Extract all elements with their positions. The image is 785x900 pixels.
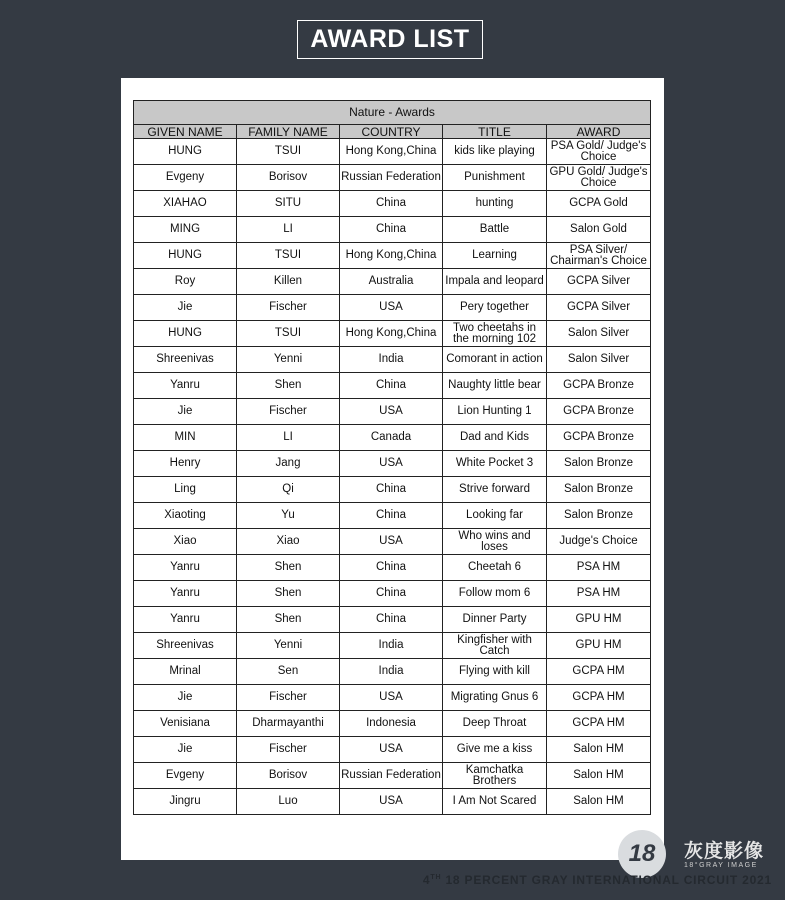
title-cell: Cheetah 6: [443, 555, 547, 581]
award-cell: GPU HM: [547, 607, 651, 633]
title-cell: Flying with kill: [443, 659, 547, 685]
given-name-cell: Jie: [134, 295, 237, 321]
award-cell: Salon Bronze: [547, 503, 651, 529]
award-cell: PSA Silver/ Chairman's Choice: [547, 243, 651, 269]
title-cell: Dad and Kids: [443, 425, 547, 451]
award-cell: Salon HM: [547, 763, 651, 789]
family-name-cell: Yu: [237, 503, 340, 529]
award-cell: GCPA Bronze: [547, 425, 651, 451]
family-name-cell: TSUI: [237, 243, 340, 269]
country-cell: USA: [340, 451, 443, 477]
family-name-cell: LI: [237, 425, 340, 451]
country-cell: USA: [340, 399, 443, 425]
given-name-cell: Jingru: [134, 789, 237, 815]
award-cell: PSA HM: [547, 581, 651, 607]
table-row: [134, 555, 651, 581]
awards-table: [133, 100, 651, 815]
given-name-cell: Roy: [134, 269, 237, 295]
country-cell: Hong Kong,China: [340, 321, 443, 347]
table-row: [134, 633, 651, 659]
title-cell: Two cheetahs in the morning 102: [443, 321, 547, 347]
given-name-cell: Shreenivas: [134, 347, 237, 373]
table-row: [134, 243, 651, 269]
title-cell: Give me a kiss: [443, 737, 547, 763]
column-header: COUNTRY: [340, 125, 443, 139]
award-cell: PSA HM: [547, 555, 651, 581]
country-cell: USA: [340, 685, 443, 711]
table-row: [134, 217, 651, 243]
country-cell: India: [340, 659, 443, 685]
table-row: [134, 139, 651, 165]
family-name-cell: Fischer: [237, 295, 340, 321]
award-cell: Salon Silver: [547, 347, 651, 373]
award-cell: GCPA Bronze: [547, 399, 651, 425]
family-name-cell: Shen: [237, 555, 340, 581]
country-cell: China: [340, 503, 443, 529]
family-name-cell: Shen: [237, 581, 340, 607]
given-name-cell: Jie: [134, 737, 237, 763]
country-cell: China: [340, 217, 443, 243]
column-header: AWARD: [547, 125, 651, 139]
table-row: [134, 425, 651, 451]
given-name-cell: Evgeny: [134, 763, 237, 789]
logo-mark: 18: [618, 830, 666, 878]
title-cell: Lion Hunting 1: [443, 399, 547, 425]
title-cell: Learning: [443, 243, 547, 269]
country-cell: Australia: [340, 269, 443, 295]
given-name-cell: HUNG: [134, 139, 237, 165]
table-row: [134, 191, 651, 217]
table-row: [134, 269, 651, 295]
award-list-title: AWARD LIST: [297, 20, 483, 59]
family-name-cell: TSUI: [237, 139, 340, 165]
award-cell: GCPA HM: [547, 659, 651, 685]
logo-chinese-text: 灰度影像: [684, 841, 765, 862]
title-cell: Punishment: [443, 165, 547, 191]
table-row: [134, 503, 651, 529]
country-cell: China: [340, 581, 443, 607]
award-cell: Salon Bronze: [547, 477, 651, 503]
family-name-cell: Luo: [237, 789, 340, 815]
gray-image-logo: [618, 830, 773, 878]
table-row: [134, 581, 651, 607]
given-name-cell: Jie: [134, 399, 237, 425]
title-cell: kids like playing: [443, 139, 547, 165]
country-cell: Canada: [340, 425, 443, 451]
family-name-cell: Yenni: [237, 633, 340, 659]
table-row: [134, 451, 651, 477]
family-name-cell: LI: [237, 217, 340, 243]
family-name-cell: TSUI: [237, 321, 340, 347]
title-cell: hunting: [443, 191, 547, 217]
award-cell: Salon Gold: [547, 217, 651, 243]
country-cell: USA: [340, 737, 443, 763]
title-cell: Impala and leopard: [443, 269, 547, 295]
award-cell: GCPA Gold: [547, 191, 651, 217]
table-row: [134, 607, 651, 633]
family-name-cell: Qi: [237, 477, 340, 503]
column-header: TITLE: [443, 125, 547, 139]
table-row: [134, 763, 651, 789]
footer-ordinal: TH: [430, 874, 442, 881]
title-cell: Kamchatka Brothers: [443, 763, 547, 789]
column-header: FAMILY NAME: [237, 125, 340, 139]
family-name-cell: Shen: [237, 607, 340, 633]
award-cell: GCPA HM: [547, 685, 651, 711]
family-name-cell: Yenni: [237, 347, 340, 373]
title-cell: Follow mom 6: [443, 581, 547, 607]
table-row: [134, 789, 651, 815]
country-cell: Russian Federation: [340, 763, 443, 789]
award-cell: Salon HM: [547, 737, 651, 763]
country-cell: Russian Federation: [340, 165, 443, 191]
given-name-cell: MIN: [134, 425, 237, 451]
given-name-cell: Yanru: [134, 373, 237, 399]
given-name-cell: Evgeny: [134, 165, 237, 191]
award-cell: GCPA Silver: [547, 269, 651, 295]
footer-prefix: 4: [422, 873, 431, 887]
table-row: [134, 529, 651, 555]
given-name-cell: Venisiana: [134, 711, 237, 737]
logo-english-text: 18°GRAY IMAGE: [684, 862, 758, 869]
country-cell: India: [340, 633, 443, 659]
given-name-cell: XIAHAO: [134, 191, 237, 217]
family-name-cell: Dharmayanthi: [237, 711, 340, 737]
title-cell: Migrating Gnus 6: [443, 685, 547, 711]
given-name-cell: Henry: [134, 451, 237, 477]
award-cell: GPU Gold/ Judge's Choice: [547, 165, 651, 191]
title-cell: Kingfisher with Catch: [443, 633, 547, 659]
award-cell: PSA Gold/ Judge's Choice: [547, 139, 651, 165]
family-name-cell: Fischer: [237, 685, 340, 711]
country-cell: Hong Kong,China: [340, 139, 443, 165]
family-name-cell: SITU: [237, 191, 340, 217]
given-name-cell: Xiao: [134, 529, 237, 555]
country-cell: Indonesia: [340, 711, 443, 737]
title-cell: White Pocket 3: [443, 451, 547, 477]
title-cell: Battle: [443, 217, 547, 243]
footer-text: 18 PERCENT GRAY INTERNATIONAL CIRCUIT 2021: [441, 873, 772, 887]
table-row: [134, 659, 651, 685]
given-name-cell: Yanru: [134, 555, 237, 581]
title-cell: Looking far: [443, 503, 547, 529]
table-row: [134, 321, 651, 347]
given-name-cell: Ling: [134, 477, 237, 503]
country-cell: China: [340, 373, 443, 399]
table-row: [134, 373, 651, 399]
family-name-cell: Sen: [237, 659, 340, 685]
country-cell: USA: [340, 529, 443, 555]
table-row: [134, 737, 651, 763]
country-cell: USA: [340, 789, 443, 815]
table-row: [134, 399, 651, 425]
title-cell: Deep Throat: [443, 711, 547, 737]
title-cell: Pery together: [443, 295, 547, 321]
family-name-cell: Borisov: [237, 763, 340, 789]
circuit-footer: [423, 873, 772, 887]
given-name-cell: Jie: [134, 685, 237, 711]
award-cell: GCPA HM: [547, 711, 651, 737]
table-row: [134, 165, 651, 191]
title-cell: Who wins and loses: [443, 529, 547, 555]
given-name-cell: Yanru: [134, 607, 237, 633]
award-cell: Salon Silver: [547, 321, 651, 347]
award-cell: GPU HM: [547, 633, 651, 659]
country-cell: Hong Kong,China: [340, 243, 443, 269]
family-name-cell: Fischer: [237, 737, 340, 763]
country-cell: USA: [340, 295, 443, 321]
title-cell: Dinner Party: [443, 607, 547, 633]
given-name-cell: Xiaoting: [134, 503, 237, 529]
country-cell: China: [340, 607, 443, 633]
title-cell: Naughty little bear: [443, 373, 547, 399]
award-cell: GCPA Silver: [547, 295, 651, 321]
title-cell: Strive forward: [443, 477, 547, 503]
family-name-cell: Jang: [237, 451, 340, 477]
table-row: [134, 295, 651, 321]
country-cell: India: [340, 347, 443, 373]
family-name-cell: Xiao: [237, 529, 340, 555]
column-header: GIVEN NAME: [134, 125, 237, 139]
award-cell: Salon HM: [547, 789, 651, 815]
title-cell: Comorant in action: [443, 347, 547, 373]
table-row: [134, 347, 651, 373]
table-row: [134, 477, 651, 503]
given-name-cell: Mrinal: [134, 659, 237, 685]
award-sheet: [121, 78, 664, 860]
given-name-cell: Shreenivas: [134, 633, 237, 659]
family-name-cell: Killen: [237, 269, 340, 295]
table-caption: Nature - Awards: [134, 101, 651, 125]
country-cell: China: [340, 477, 443, 503]
country-cell: China: [340, 191, 443, 217]
given-name-cell: MING: [134, 217, 237, 243]
family-name-cell: Borisov: [237, 165, 340, 191]
award-cell: GCPA Bronze: [547, 373, 651, 399]
given-name-cell: HUNG: [134, 321, 237, 347]
given-name-cell: HUNG: [134, 243, 237, 269]
title-cell: I Am Not Scared: [443, 789, 547, 815]
award-cell: Judge's Choice: [547, 529, 651, 555]
country-cell: China: [340, 555, 443, 581]
award-cell: Salon Bronze: [547, 451, 651, 477]
family-name-cell: Shen: [237, 373, 340, 399]
given-name-cell: Yanru: [134, 581, 237, 607]
table-row: [134, 685, 651, 711]
table-row: [134, 711, 651, 737]
family-name-cell: Fischer: [237, 399, 340, 425]
